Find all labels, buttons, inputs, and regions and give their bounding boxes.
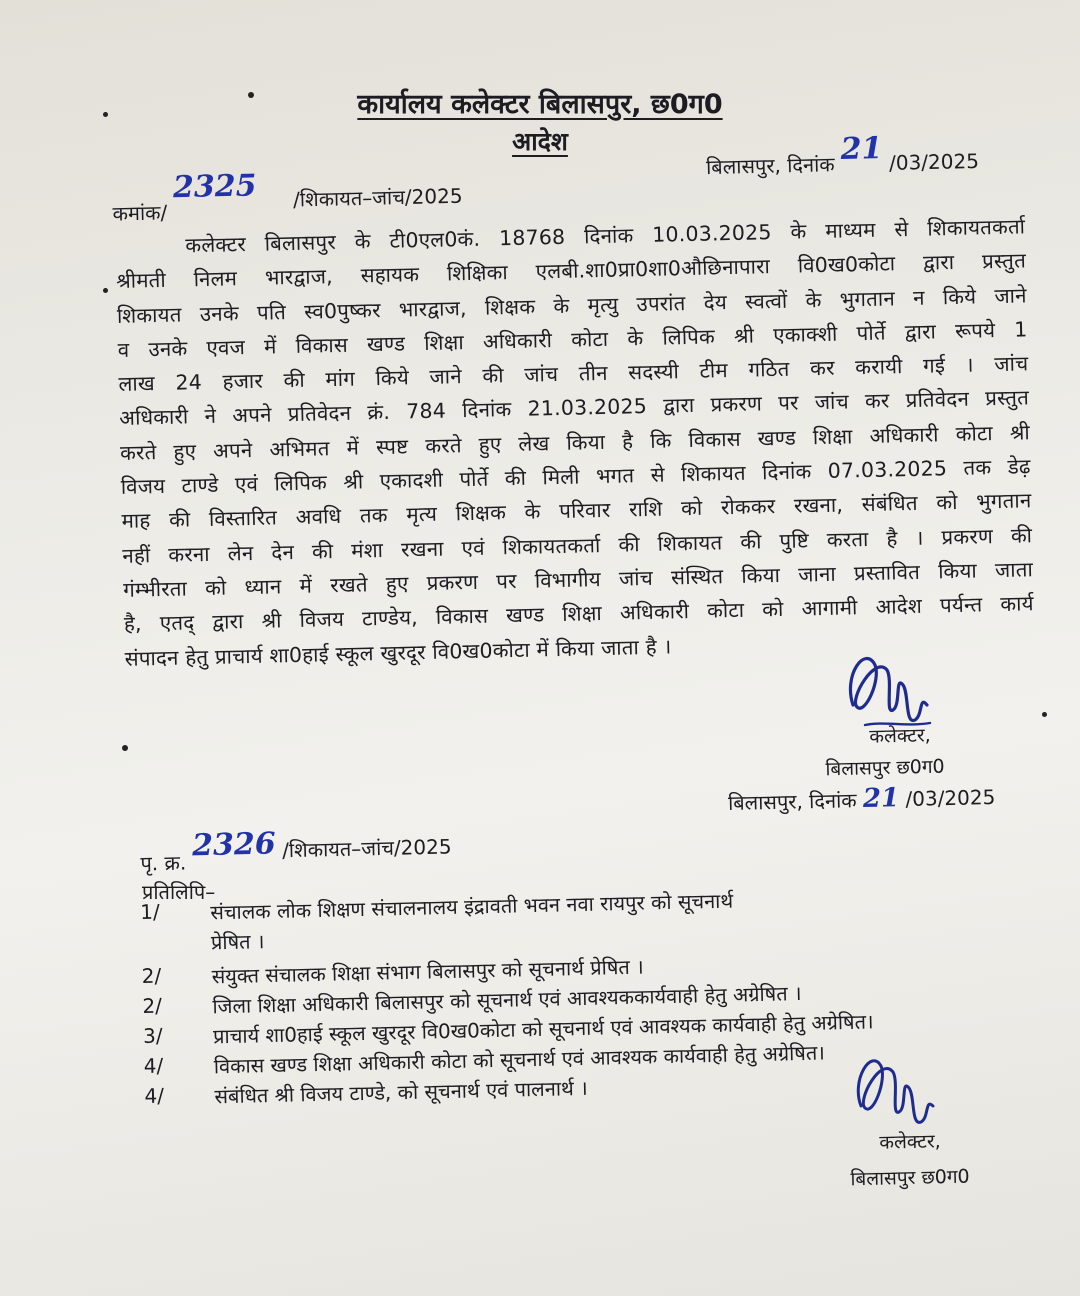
body-line: गंम्भीरता को ध्यान में रखते हुए प्रकरण पर विभागीय जांच संस्थित किया जाना प्रस्तावित किया जाता <box>122 557 1034 602</box>
copy-text: प्रेषित । <box>210 929 265 955</box>
office-title: कार्यालय कलेक्टर बिलासपुर, छ0ग0 <box>357 89 723 120</box>
endorsement-number: 2326 <box>191 826 277 864</box>
copy-number: 4/ <box>143 1053 164 1078</box>
body-line: है, एतद् द्वारा श्री विजय टाण्डेय, विकास खण्ड शिक्षा अधिकारी कोटा को आगामी आदेश पर्यन्त कार्य <box>123 591 1034 637</box>
header-date-prefix: बिलासपुर, दिनांक <box>705 152 835 180</box>
copy-text: प्राचार्य शा0हाई स्कूल खुरदूर वि0ख0कोटा को सूचनार्थ एवं आवश्यक कार्यवाही हेतु अग्रेषित। <box>212 1009 874 1049</box>
collector-signature-2 <box>845 1040 945 1140</box>
paper-speck <box>103 288 108 293</box>
body-line: विजय टाण्डे एवं लिपिक श्री एकादशी पोर्ते की मिली भगत से शिकायत दिनांक 07.03.2025 तक डेढ़ <box>120 454 1031 500</box>
copy-text: संयुक्त संचालक शिक्षा संभाग बिलासपुर को सूचनार्थ प्रेषित । <box>211 954 644 989</box>
signature1-date-prefix: बिलासपुर, दिनांक <box>727 788 857 816</box>
reference-prefix: कमांक/ <box>112 200 168 226</box>
order-body <box>115 209 1035 675</box>
body-line: व उनके एवज में विकास खण्ड शिक्षा अधिकारी कोटा के लिपिक श्री एकाक्शी पोर्ते द्वारा रूपये 1 <box>117 317 1028 362</box>
body-line: श्रीमती निलम भारद्वाज, सहायक शिक्षिका एलबी.शा0प्रा0शा0औछिनापारा वि0ख0कोटा द्वारा प्रस्तुत <box>115 248 1027 294</box>
body-line: करते हुए अपने अभिमत में स्पष्ट करते हुए लेख किया है कि विकास खण्ड शिक्षा अधिकारी कोटा श्री <box>119 420 1031 465</box>
body-line: नहीं करना लेन देन की मंशा रखना एवं शिकायतकर्ता की शिकायत की पुष्टि करता है । प्रकरण की <box>122 522 1033 568</box>
signature1-designation: कलेक्टर, <box>869 724 931 748</box>
copy-text: विकास खण्ड शिक्षा अधिकारी कोटा को सूचनार्थ एवं आवश्यक कार्यवाही हेतु अग्रेषित। <box>213 1040 826 1079</box>
signature1-date-day: 21 <box>862 783 900 814</box>
copy-text: जिला शिक्षा अधिकारी बिलासपुर को सूचनार्थ एवं आवश्यककार्यवाही हेतु अग्रेषित । <box>212 981 802 1019</box>
copy-number <box>141 929 201 930</box>
signature1-date <box>728 781 996 817</box>
endorsement-prefix: पृ. क्र. <box>140 850 187 876</box>
order-title: आदेश <box>512 127 568 156</box>
copy-text: संबंधित श्री विजय टाण्डे, को सूचनार्थ एवं पालनार्थ । <box>214 1075 588 1109</box>
signature2-place: बिलासपुर छ0ग0 <box>850 1165 970 1191</box>
body-line: अधिकारी ने अपने प्रतिवेदन क्रं. 784 दिनांक 21.03.2025 द्वारा प्रकरण पर जांच कर प्रतिवेदन प्रस्तुत <box>119 385 1030 431</box>
endorsement-line <box>140 822 452 876</box>
body-line: संपादन हेतु प्राचार्य शा0हाई स्कूल खुरदूर वि0ख0कोटा में किया जाता है । <box>124 634 672 671</box>
copy-number: 3/ <box>142 1023 163 1048</box>
header-date-day: 21 <box>840 131 883 168</box>
paper-speck <box>1042 712 1047 717</box>
endorsement-suffix: /शिकायत–जांच/2025 <box>281 834 452 863</box>
copy-number: 2/ <box>142 993 163 1018</box>
body-line: माह की विस्तारित अवधि तक मृत्य शिक्षक के परिवार राशि को रोककर रखना, संबंधित को भुगतान <box>121 488 1032 534</box>
paper-speck <box>122 745 128 751</box>
copy-number: 4/ <box>144 1083 165 1108</box>
header-date <box>705 131 980 182</box>
signature1-date-suffix: /03/2025 <box>905 784 996 812</box>
reference-number: 2325 <box>172 168 257 206</box>
body-line: शिकायत उनके पति स्व0पुष्कर भारद्वाज, शिक्षक के मृत्यु उपरांत देय स्वत्वों के भुगतान न किये जाने <box>116 282 1027 328</box>
body-line: कलेक्टर बिलासपुर के टी0एल0कं. 18768 दिनांक 10.03.2025 के माध्यम से शिकायतकर्ता <box>185 214 1026 258</box>
reference-line <box>112 164 463 226</box>
signature1-place: बिलासपुर छ0ग0 <box>825 755 945 781</box>
copy-number: 1/ <box>140 899 161 924</box>
copy-number: 2/ <box>141 963 162 988</box>
copy-label: प्रतिलिपि– <box>142 880 216 904</box>
copy-text: संचालक लोक शिक्षण संचालनालय इंद्रावती भवन नवा रायपुर को सूचनार्थ <box>210 888 734 925</box>
body-line: लाख 24 हजार की मांग किये जाने की जांच तीन सदस्यी टीम गठित कर करायी गई । जांच <box>118 351 1029 397</box>
reference-suffix: /शिकायत–जांच/2025 <box>292 183 463 212</box>
header-date-suffix: /03/2025 <box>888 148 980 175</box>
signature2-designation: कलेक्टर, <box>879 1130 941 1154</box>
